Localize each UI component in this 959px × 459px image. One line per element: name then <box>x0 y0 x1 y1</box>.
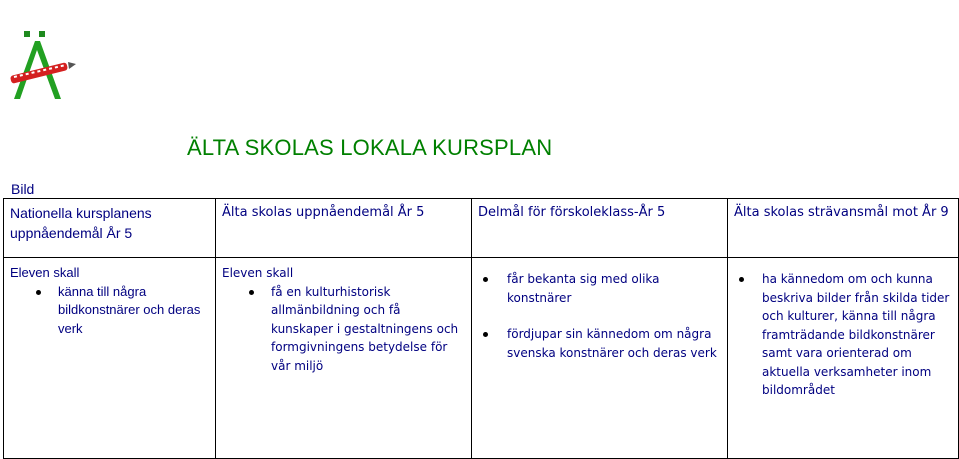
cell-goals-year9 <box>728 258 959 459</box>
bullet-icon <box>483 277 488 282</box>
table-header-row <box>4 199 959 258</box>
list-item: fördjupar sin kännedom om några svenska konstnärer och deras verk <box>478 325 721 362</box>
lead-text: Eleven skall <box>222 266 294 280</box>
header-national-goals: Nationella kursplanens uppnåendemål År 5 <box>4 199 216 258</box>
page-title: ÄLTA SKOLAS LOKALA KURSPLAN <box>187 135 553 160</box>
bullet-icon <box>249 290 254 295</box>
list-item: får bekanta sig med olika konstnärer <box>478 270 721 307</box>
bullet-icon <box>36 290 41 295</box>
subject-label: Bild <box>11 181 35 197</box>
table-row <box>4 258 959 459</box>
header-local-goals: Älta skolas uppnåendemål År 5 <box>216 199 472 258</box>
list-item: ha kännedom om och kunna beskriva bilder från skilda tider och kulturer, känna till några framträdande bildkonstnärer samt vara orienterad om aktuella verksamheter inom bildområdet <box>734 270 952 400</box>
cell-partial-goals <box>472 258 728 459</box>
cell-national-goals <box>4 258 216 459</box>
header-goals-year9: Älta skolas strävansmål mot År 9 <box>728 199 959 258</box>
curriculum-table <box>3 198 959 459</box>
bullet-icon <box>483 332 488 337</box>
bullet-icon <box>739 277 744 282</box>
lead-text: Eleven skall <box>10 265 80 280</box>
header-partial-goals: Delmål för förskoleklass-År 5 <box>472 199 728 258</box>
cell-local-goals <box>216 258 472 459</box>
list-item: känna till några bildkonstnärer och deras verk <box>10 283 209 339</box>
list-item: få en kulturhistorisk allmänbildning och få kunskaper i gestaltningens och formgivningens betydelse för vår miljö <box>222 283 465 376</box>
school-logo <box>6 28 76 102</box>
